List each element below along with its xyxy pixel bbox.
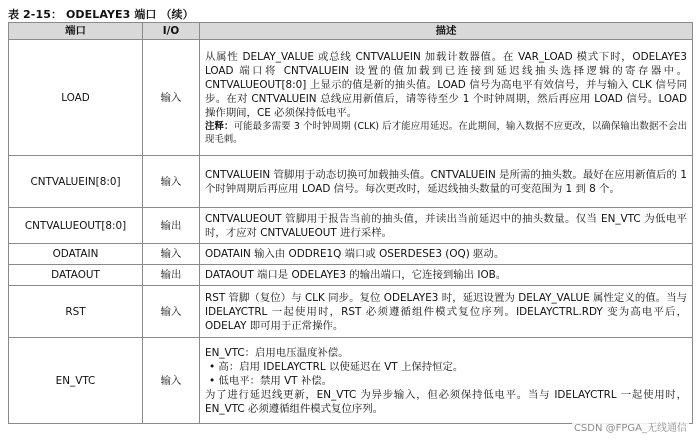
port-name: EN_VTC <box>9 338 143 424</box>
header-desc: 描述 <box>200 23 693 40</box>
port-io: 输入 <box>143 156 200 208</box>
port-desc: DATAOUT 端口是 ODELAYE3 的输出端口，它连接到输出 IOB。 <box>200 265 693 286</box>
port-name: CNTVALUEOUT[8:0] <box>9 208 143 244</box>
port-desc: RST 管脚（复位）与 CLK 同步。复位 ODELAYE3 时，延迟设置为 DELAY_VALUE 属性定义的值。当与 IDELAYCTRL 一起使用时，RST 必须遵循组件模式复位序列。IDELAYCTRL.RDY 变为高电平后，ODELAY 即可用于正常操作。 <box>200 286 693 338</box>
port-io: 输出 <box>143 265 200 286</box>
port-io: 输入 <box>143 40 200 156</box>
desc-line: 为了进行延迟线更新，EN_VTC 为异步输入，但必须保持低电平。当与 IDELAYCTRL 一起使用时，EN_VTC 必须遵循组件模式复位序列。 <box>205 388 687 415</box>
watermark: CSDN @FPGA_无线通信 <box>572 419 689 434</box>
note-text: 可能最多需要 3 个时钟周期 (CLK) 后才能应用延迟。在此期间，输入数据不应更改，以确保输出数据不会出现毛刺。 <box>205 120 687 145</box>
note <box>205 120 687 146</box>
port-desc <box>200 338 693 424</box>
note-label: 注释： <box>205 120 234 132</box>
header-port: 端口 <box>9 23 143 40</box>
port-desc: ODATAIN 输入由 ODDRE1Q 端口或 OSERDESE3 (OQ) 驱动。 <box>200 244 693 265</box>
port-name: DATAOUT <box>9 265 143 286</box>
port-name: RST <box>9 286 143 338</box>
desc-text: 从属性 DELAY_VALUE 或总线 CNTVALUEIN 加载计数器值。在 VAR_LOAD 模式下时，ODELAYE3 LOAD 端口将 CNTVALUEIN 设置的值加载到已连接到延迟线抽头选择逻辑的寄存器中。CNTVALUEOUT[8:0] 上显示的值是新的抽头值。LOAD 信号为高电平有效信号，并与输入 CLK 信号同步。在对 CNTVALUEIN 总线应用新值后，请等待至少 1 个时钟周期，然后再应用 LOAD 信号。LOAD 操作期间，CE 必须保持低电平。 <box>205 50 687 119</box>
table-row-rst <box>9 286 693 338</box>
header-io: I/O <box>143 23 200 40</box>
table-caption: 表 2-15： ODELAYE3 端口 （续） <box>8 8 194 21</box>
port-name: ODATAIN <box>9 244 143 265</box>
port-table <box>8 22 693 424</box>
port-name: CNTVALUEIN[8:0] <box>9 156 143 208</box>
table-row-odatain <box>9 244 693 265</box>
table-header-row <box>9 23 693 40</box>
bullet-item: • 低电平：禁用 VT 补偿。 <box>209 374 333 387</box>
port-desc: CNTVALUEIN 管脚用于动态切换可加载抽头值。CNTVALUEIN 是所需的抽头数。最好在应用新值后的 1 个时钟周期后再应用 LOAD 信号。每次更改时，延迟线抽头数量的可变范围为 1 到 8 个。 <box>200 156 693 208</box>
port-desc: CNTVALUEOUT 管脚用于报告当前的抽头值，并读出当前延迟中的抽头数量。仅当 EN_VTC 为低电平时，才应对 CNTVALUEOUT 进行采样。 <box>200 208 693 244</box>
table-row-cntvaluein <box>9 156 693 208</box>
port-io: 输入 <box>143 244 200 265</box>
table-row-load <box>9 40 693 156</box>
port-io: 输入 <box>143 286 200 338</box>
port-desc <box>200 40 693 156</box>
port-io: 输入 <box>143 338 200 424</box>
bullet-item: • 高：启用 IDELAYCTRL 以使延迟在 VT 上保持恒定。 <box>209 360 464 373</box>
port-io: 输出 <box>143 208 200 244</box>
desc-line: EN_VTC：启用电压温度补偿。 <box>205 346 349 359</box>
table-row-cntvalueout <box>9 208 693 244</box>
table-row-en-vtc <box>9 338 693 424</box>
port-name: LOAD <box>9 40 143 156</box>
table-row-dataout <box>9 265 693 286</box>
